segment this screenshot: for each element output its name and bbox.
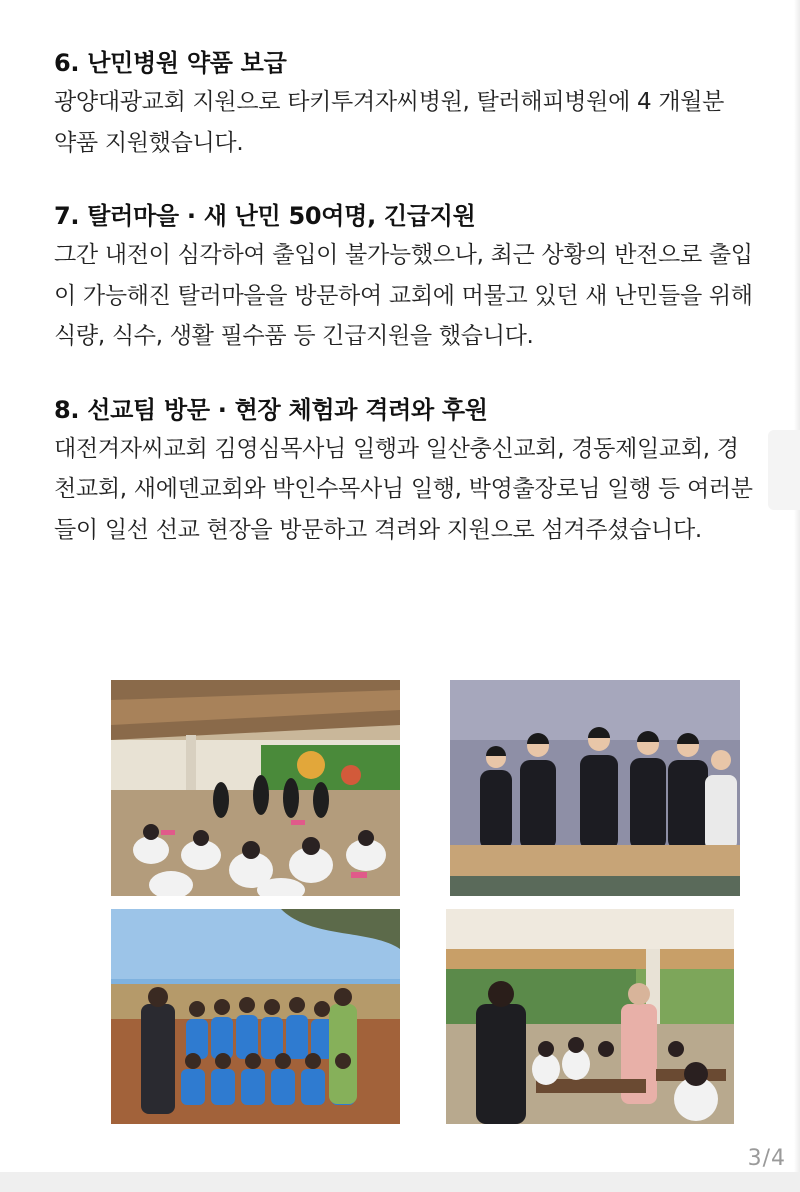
section-body: 광양대광교회 지원으로 타키투겨자씨병원, 탈러해피병원에 4 개월분 약품 지원했습니다. — [54, 89, 725, 156]
section-emergency-aid — [54, 197, 754, 357]
photo-group-outdoor — [111, 909, 400, 1124]
section-heading: 8. 선교팀 방문 · 현장 체험과 격려와 후원 — [54, 395, 488, 424]
section-mission-team — [54, 391, 754, 551]
section-body: 대전겨자씨교회 김영심목사님 일행과 일산충신교회, 경동제일교회, 경천교회, 새에덴교회와 박인수목사님 일행, 박영출장로님 일행 등 여러분들이 일선 선교 현장을 방문하고 격려와 지원으로 섬겨주셨습니다. — [54, 435, 753, 543]
section-hospital-medicine — [54, 44, 754, 163]
section-heading: 6. 난민병원 약품 보급 — [54, 49, 287, 77]
section-body: 그간 내전이 심각하여 출입이 불가능했으나, 최근 상황의 반전으로 출입이 가능해진 탈러마을을 방문하여 교회에 머물고 있던 새 난민들을 위해 식량, 식수, 생활 필수품 등 긴급지원을 했습니다. — [54, 242, 753, 349]
article-content — [54, 44, 754, 584]
photo-pavilion-performance — [111, 680, 400, 896]
page-edge — [794, 0, 800, 1172]
page-indicator: 3/4 — [747, 1146, 786, 1171]
photo-choir-stage — [450, 680, 740, 896]
side-scroll-tab[interactable] — [768, 430, 800, 510]
photo-classroom — [446, 909, 734, 1124]
section-heading: 7. 탈러마을 · 새 난민 50여명, 긴급지원 — [54, 202, 476, 230]
bottom-bar — [0, 1172, 800, 1192]
